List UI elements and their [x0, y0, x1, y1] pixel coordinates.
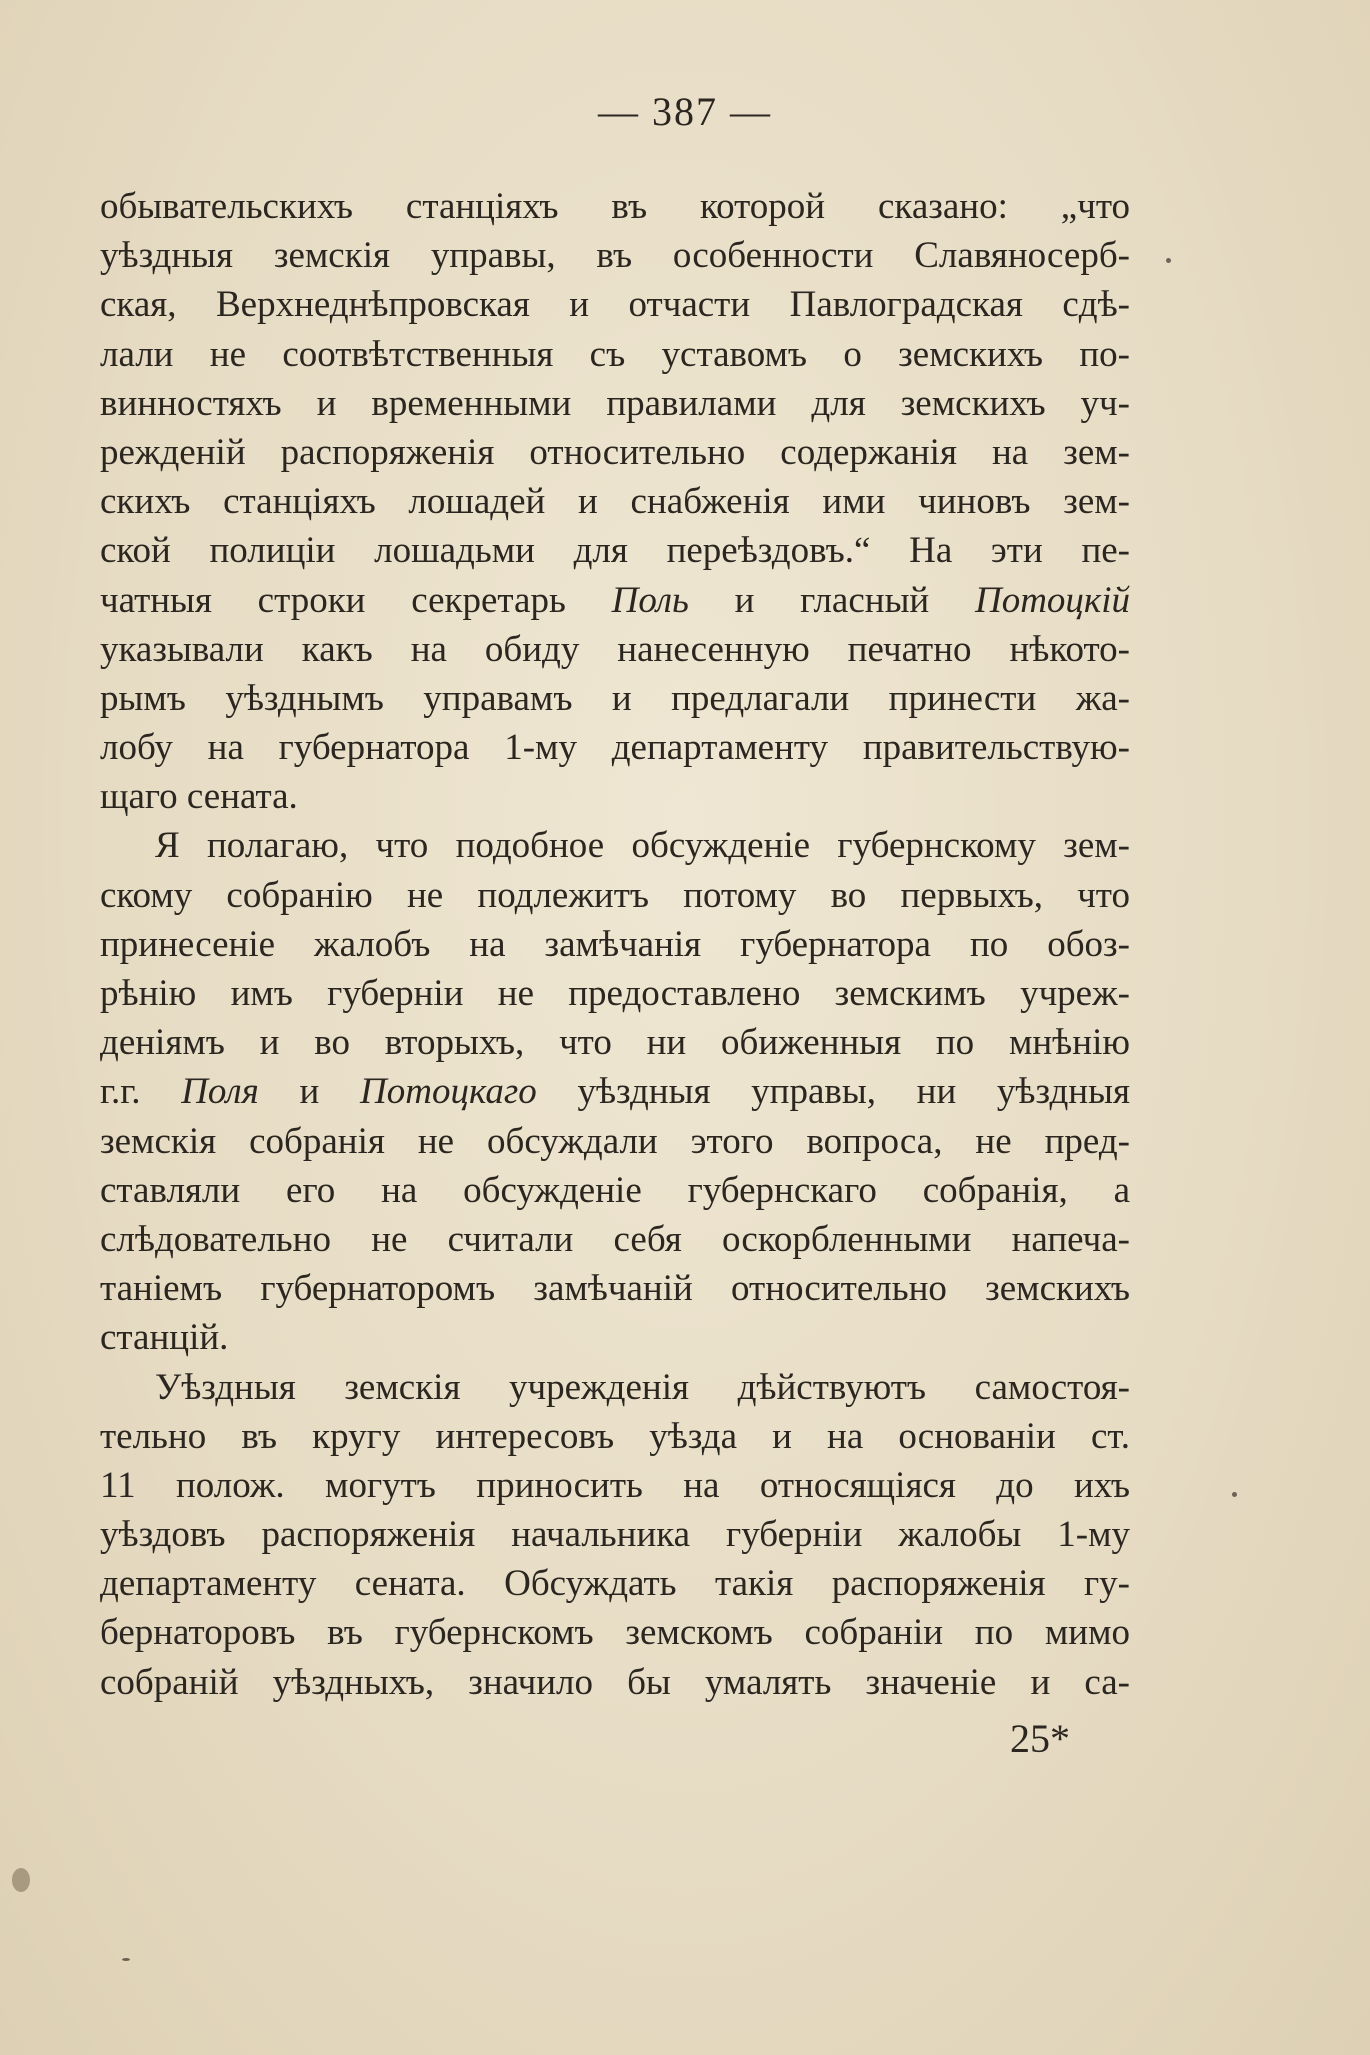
text-fragment: и гласный	[688, 579, 975, 621]
text-line: бернаторовъ въ губернскомъ земскомъ собраніи по мимо	[100, 1612, 1130, 1654]
text-line: лали не соотвѣтственныя съ уставомъ о земскихъ по-	[100, 333, 1130, 375]
ink-speck	[122, 1958, 130, 1961]
signature-mark: 25*	[1010, 1716, 1070, 1761]
person-name: Поль	[611, 579, 689, 621]
person-name: Поля	[181, 1071, 259, 1113]
text-line: таніемъ губернаторомъ замѣчаній относительно земскихъ	[100, 1268, 1130, 1310]
text-line: станцій.	[100, 1317, 229, 1359]
text-line: режденій распоряженія относительно содержанія на зем-	[100, 431, 1130, 473]
text-line: ставляли его на обсужденіе губернскаго собранія, а	[100, 1169, 1130, 1211]
body-text	[100, 182, 1130, 1707]
text-fragment: и	[258, 1071, 360, 1113]
text-fragment: уѣздныя управы, ни уѣздныя	[536, 1071, 1130, 1113]
page-number: — 387 —	[598, 89, 772, 134]
text-line: департаменту сената. Обсуждать такія распоряженія гу-	[100, 1563, 1130, 1605]
text-line: рѣнію имъ губерніи не предоставлено земскимъ учреж-	[100, 973, 1130, 1014]
text-line: деніямъ и во вторыхъ, что ни обиженныя по мнѣнію	[100, 1022, 1130, 1064]
text-line: скихъ станціяхъ лошадей и снабженія ими чиновъ зем-	[100, 481, 1130, 523]
text-line: рымъ уѣзднымъ управамъ и предлагали принести жа-	[100, 677, 1130, 719]
text-line: уѣздовъ распоряженія начальника губерніи жалобы 1-му	[100, 1514, 1130, 1556]
text-line: принесеніе жалобъ на замѣчанія губернатора по обоз-	[100, 923, 1130, 965]
text-line	[100, 576, 1130, 625]
text-line: уѣздныя земскія управы, въ особенности Славяносерб-	[100, 235, 1130, 277]
paper-stain	[12, 1868, 30, 1892]
text-line: щаго сената.	[100, 776, 298, 818]
text-line: ской полиціи лошадьми для переѣздовъ.“ На эти пе-	[100, 530, 1130, 572]
text-line: ская, Верхнеднѣпровская и отчасти Павлоградская сдѣ-	[100, 284, 1130, 326]
text-line: тельно въ кругу интересовъ уѣзда и на основаніи ст.	[100, 1415, 1130, 1457]
text-line: собраній уѣздныхъ, значило бы умалять значеніе и са-	[100, 1661, 1130, 1703]
text-line: 11 полож. могутъ приносить на относящіяся до ихъ	[100, 1464, 1130, 1506]
text-line: обывательскихъ станціяхъ въ которой сказано: „что	[100, 186, 1130, 227]
text-line: винностяхъ и временными правилами для земскихъ уч-	[100, 382, 1130, 424]
text-line: указывали какъ на обиду нанесенную печатно нѣкото-	[100, 628, 1130, 670]
ink-speck	[1166, 258, 1171, 263]
text-line	[100, 1067, 1130, 1116]
text-line: Я полагаю, что подобное обсужденіе губернскому зем-	[155, 825, 1130, 867]
text-line: лобу на губернатора 1-му департаменту правительствую-	[100, 727, 1130, 769]
person-name: Потоцкій	[974, 579, 1130, 621]
text-line: Уѣздныя земскія учрежденія дѣйствуютъ самостоя-	[155, 1366, 1130, 1408]
ink-speck	[1232, 1492, 1237, 1497]
text-line: скому собранію не подлежитъ потому во первыхъ, что	[100, 874, 1130, 916]
person-name: Потоцкаго	[360, 1071, 537, 1113]
text-fragment: г.г.	[100, 1071, 182, 1113]
text-line: слѣдовательно не считали себя оскорбленными напеча-	[100, 1218, 1130, 1260]
text-fragment: чатныя строки секретарь	[100, 579, 612, 621]
text-line: земскія собранія не обсуждали этого вопроса, не пред-	[100, 1120, 1130, 1162]
